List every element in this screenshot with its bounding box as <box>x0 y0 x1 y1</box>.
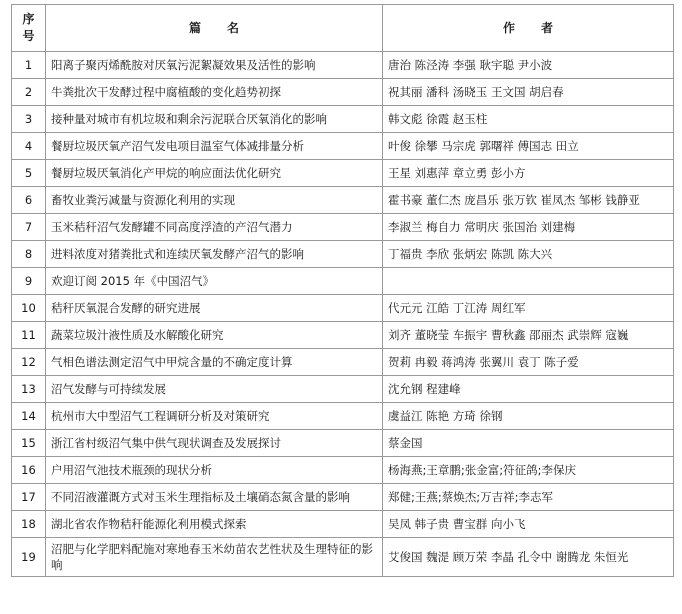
table-row <box>12 187 674 214</box>
column-header-title: 篇名 <box>46 5 383 52</box>
table-row <box>12 403 674 430</box>
article-title-cell: 玉米秸秆沼气发酵罐不同高度浮渣的产沼气潜力 <box>46 214 383 241</box>
article-title-cell: 气相色谱法测定沼气中甲烷含量的不确定度计算 <box>46 349 383 376</box>
author-list-cell: 韩文彪 徐霞 赵玉柱 <box>383 106 674 133</box>
author-list-cell: 代元元 江皓 丁江涛 周红军 <box>383 295 674 322</box>
number-label-top: 序 <box>22 12 35 26</box>
number-label-bottom: 号 <box>22 29 35 43</box>
author-list-cell: 虞益江 陈艳 方琦 徐钢 <box>383 403 674 430</box>
article-title-cell: 秸秆厌氧混合发酵的研究进展 <box>46 295 383 322</box>
author-list-cell: 李淑兰 梅自力 常明庆 张国治 刘建梅 <box>383 214 674 241</box>
article-title-cell: 接种量对城市有机垃圾和剩余污泥联合厌氧消化的影响 <box>46 106 383 133</box>
article-title-cell: 畜牧业粪污减量与资源化利用的实现 <box>46 187 383 214</box>
row-number-cell: 17 <box>12 484 46 511</box>
table-row <box>12 376 674 403</box>
article-title-cell: 蔬菜垃圾汁液性质及水解酸化研究 <box>46 322 383 349</box>
author-list-cell: 叶俊 徐攀 马宗虎 郭曙祥 傅国志 田立 <box>383 133 674 160</box>
article-title-cell: 沼肥与化学肥料配施对寒地春玉米幼苗农艺性状及生理特征的影响 <box>46 538 383 577</box>
author-list-cell: 刘齐 董晓莹 车振宇 曹秋鑫 邵丽杰 武崇辉 寇巍 <box>383 322 674 349</box>
row-number-cell: 10 <box>12 295 46 322</box>
article-title-cell: 餐厨垃圾厌氧消化产甲烷的响应面法优化研究 <box>46 160 383 187</box>
table-row <box>12 322 674 349</box>
article-title-cell: 进料浓度对猪粪批式和连续厌氧发酵产沼气的影响 <box>46 241 383 268</box>
table-header-row <box>12 5 674 52</box>
article-title-cell: 户用沼气池技术瓶颈的现状分析 <box>46 457 383 484</box>
author-list-cell: 霍书豪 董仁杰 庞昌乐 张万钦 崔凤杰 邹彬 钱静亚 <box>383 187 674 214</box>
article-title-cell: 阳离子聚丙烯酰胺对厌氧污泥絮凝效果及活性的影响 <box>46 52 383 79</box>
table-row <box>12 538 674 577</box>
table-row <box>12 268 674 295</box>
article-title-cell: 沼气发酵与可持续发展 <box>46 376 383 403</box>
row-number-cell: 11 <box>12 322 46 349</box>
row-number-cell: 9 <box>12 268 46 295</box>
author-list-cell <box>383 268 674 295</box>
table-row <box>12 349 674 376</box>
table-body <box>12 52 674 577</box>
article-title-cell: 不同沼液灌溉方式对玉米生理指标及土壤硝态氮含量的影响 <box>46 484 383 511</box>
table-row <box>12 214 674 241</box>
author-list-cell: 王星 刘惠萍 章立勇 彭小方 <box>383 160 674 187</box>
author-list-cell: 蔡金国 <box>383 430 674 457</box>
author-list-cell: 贺莉 冉毅 蒋鸿涛 张翼川 袁丁 陈子爱 <box>383 349 674 376</box>
row-number-cell: 8 <box>12 241 46 268</box>
author-list-cell: 吴凤 韩子贵 曹宝群 向小飞 <box>383 511 674 538</box>
author-list-cell: 唐治 陈泾涛 李强 耿宇聪 尹小波 <box>383 52 674 79</box>
table-row <box>12 457 674 484</box>
article-title-cell: 牛粪批次干发酵过程中腐植酸的变化趋势初探 <box>46 79 383 106</box>
row-number-cell: 19 <box>12 538 46 577</box>
article-title-cell: 杭州市大中型沼气工程调研分析及对策研究 <box>46 403 383 430</box>
row-number-cell: 15 <box>12 430 46 457</box>
row-number-cell: 4 <box>12 133 46 160</box>
row-number-cell: 2 <box>12 79 46 106</box>
article-title-cell: 餐厨垃圾厌氧产沼气发电项目温室气体减排量分析 <box>46 133 383 160</box>
row-number-cell: 13 <box>12 376 46 403</box>
article-title-cell: 湖北省农作物秸秆能源化利用模式探索 <box>46 511 383 538</box>
table-row <box>12 160 674 187</box>
table-row <box>12 79 674 106</box>
row-number-cell: 1 <box>12 52 46 79</box>
author-list-cell: 郑健;王燕;蔡焕杰;万吉祥;李志军 <box>383 484 674 511</box>
table-row <box>12 106 674 133</box>
article-title-cell: 欢迎订阅 2015 年《中国沼气》 <box>46 268 383 295</box>
article-title-cell: 浙江省村级沼气集中供气现状调查及发展探讨 <box>46 430 383 457</box>
author-list-cell: 丁福贵 李欣 张炳宏 陈凯 陈大兴 <box>383 241 674 268</box>
row-number-cell: 7 <box>12 214 46 241</box>
author-list-cell: 杨海燕;王章鹏;张金富;符征鸽;李保庆 <box>383 457 674 484</box>
table-row <box>12 52 674 79</box>
table-row <box>12 511 674 538</box>
author-list-cell: 艾俊国 魏湜 顾万荣 李晶 孔令中 谢腾龙 朱恒光 <box>383 538 674 577</box>
table-of-contents <box>11 4 674 577</box>
row-number-cell: 3 <box>12 106 46 133</box>
row-number-cell: 6 <box>12 187 46 214</box>
table-row <box>12 430 674 457</box>
table-row <box>12 241 674 268</box>
author-list-cell: 祝其丽 潘科 汤晓玉 王文国 胡启春 <box>383 79 674 106</box>
column-header-author: 作者 <box>383 5 674 52</box>
table-row <box>12 295 674 322</box>
row-number-cell: 12 <box>12 349 46 376</box>
column-header-number <box>12 5 46 52</box>
author-list-cell: 沈允钢 程建峰 <box>383 376 674 403</box>
table-row <box>12 484 674 511</box>
row-number-cell: 5 <box>12 160 46 187</box>
row-number-cell: 14 <box>12 403 46 430</box>
row-number-cell: 16 <box>12 457 46 484</box>
row-number-cell: 18 <box>12 511 46 538</box>
table-row <box>12 133 674 160</box>
